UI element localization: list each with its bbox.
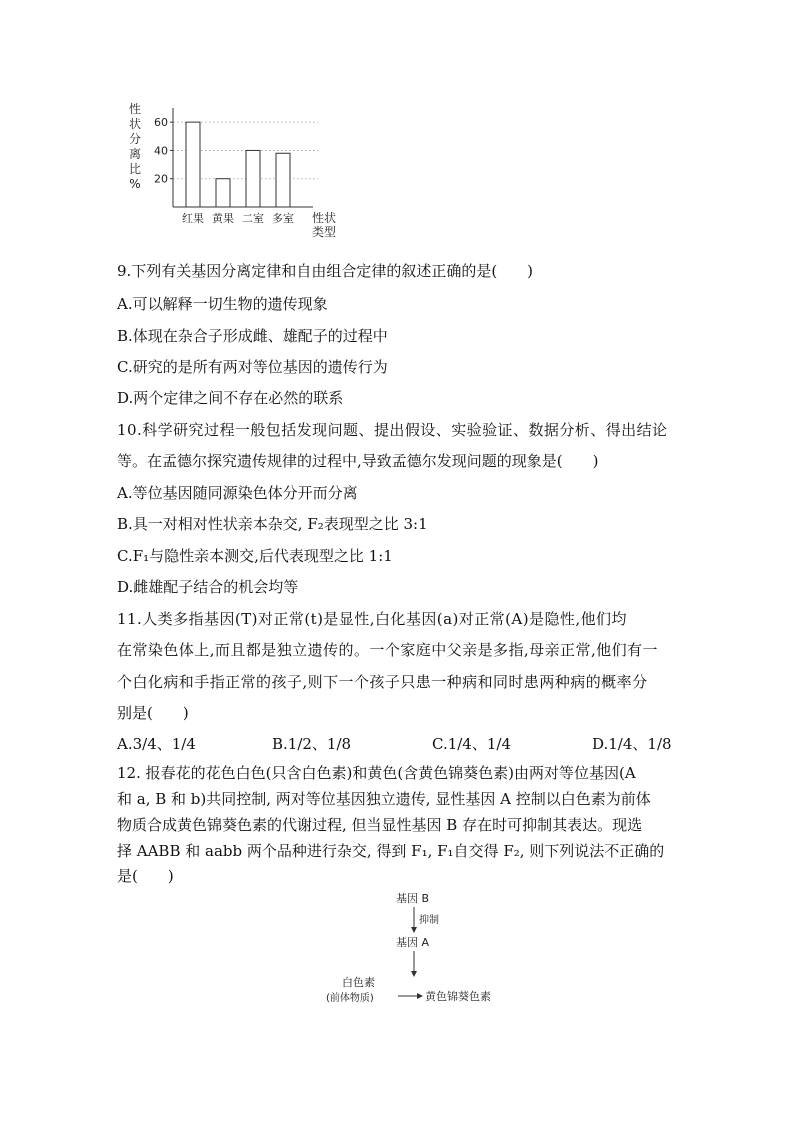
bar-1 <box>186 122 200 207</box>
q10-stem-line1: 10.科学研究过程一般包括发现问题、提出假设、实验验证、数据分析、得出结论 <box>117 421 668 439</box>
q9-stem: 9.下列有关基因分离定律和自由组合定律的叙述正确的是( ) <box>117 262 534 280</box>
trait-ratio-bar-chart <box>118 100 338 250</box>
q10-option-c: C.F₁与隐性亲本测交,后代表现型之比 1:1 <box>117 547 393 565</box>
q9-option-d: D.两个定律之间不存在必然的联系 <box>117 389 344 407</box>
q12-stem-line2: 和 a, B 和 b)共同控制, 两对等位基因独立遗传, 显性基因 A 控制以白色素为前体 <box>117 790 651 808</box>
q11-stem-line4: 别是( ) <box>117 704 189 722</box>
gene-b-label: 基因 B <box>396 892 430 905</box>
x-tick-label: 黄果 <box>212 212 234 225</box>
x-tick-label: 红果 <box>182 212 204 225</box>
q11-stem-line2: 在常染色体上,而且都是独立遗传的。一个家庭中父亲是多指,母亲正常,他们有一 <box>117 641 658 659</box>
bar-3 <box>246 150 260 207</box>
x-tick-label: 多室 <box>272 212 294 225</box>
q10-stem-line2: 等。在孟德尔探究遗传规律的过程中,导致孟德尔发现问题的现象是( ) <box>117 452 599 470</box>
bar-4 <box>276 153 290 207</box>
q11-option-b: B.1/2、1/8 <box>272 735 352 753</box>
y-tick-label: 40 <box>154 144 168 158</box>
q11-option-c: C.1/4、1/4 <box>432 735 511 753</box>
q11-option-d: D.1/4、1/8 <box>592 735 672 753</box>
x-ticks <box>182 211 294 225</box>
x-tick-label: 二室 <box>242 212 264 225</box>
inhibit-label: 抑制 <box>419 915 439 926</box>
bars <box>186 122 290 207</box>
y-axis-label: 性状分离比% <box>128 102 142 191</box>
q12-stem-line4: 择 AABB 和 aabb 两个品种进行杂交, 得到 F₁, F₁自交得 F₂, 则下列说法不正确的 <box>117 842 665 860</box>
white-pigment-label: 白色素 <box>342 976 375 989</box>
q10-option-a: A.等位基因随同源染色体分开而分离 <box>117 484 358 502</box>
pathway-diagram <box>322 886 522 1006</box>
y-tick-label: 60 <box>154 116 168 130</box>
q12-stem-line1: 12. 报春花的花色白色(只含白色素)和黄色(含黄色锦葵色素)由两对等位基因(A <box>117 764 636 782</box>
q9-option-a: A.可以解释一切生物的遗传现象 <box>117 295 328 313</box>
q11-stem-line1: 11.人类多指基因(T)对正常(t)是显性,白化基因(a)对正常(A)是隐性,他们均 <box>117 610 627 628</box>
precursor-label: (前体物质) <box>326 993 374 1004</box>
q11-options-row <box>117 734 677 754</box>
q11-option-a: A.3/4、1/4 <box>117 735 196 753</box>
bar-2 <box>216 179 230 207</box>
x-axis-label: 性状类型 <box>311 211 337 239</box>
y-tick-label: 20 <box>154 172 168 186</box>
q11-stem-line3: 个白化病和手指正常的孩子,则下一个孩子只患一种病和同时患两种病的概率分 <box>117 673 648 691</box>
q10-option-b: B.具一对相对性状亲本杂交, F₂表现型之比 3:1 <box>117 515 428 533</box>
q10-option-d: D.雌雄配子结合的机会均等 <box>117 578 299 596</box>
yellow-pigment-label: 黄色锦葵色素 <box>425 990 491 1003</box>
q9-option-c: C.研究的是所有两对等位基因的遗传行为 <box>117 358 388 376</box>
q12-stem-line3: 物质合成黄色锦葵色素的代谢过程, 但当显性基因 B 存在时可抑制其表达。现选 <box>117 816 643 834</box>
gene-a-label: 基因 A <box>396 936 430 949</box>
q12-stem-line5: 是( ) <box>117 867 174 885</box>
q9-option-b: B.体现在杂合子形成雌、雄配子的过程中 <box>117 327 388 345</box>
y-ticks <box>154 116 173 186</box>
